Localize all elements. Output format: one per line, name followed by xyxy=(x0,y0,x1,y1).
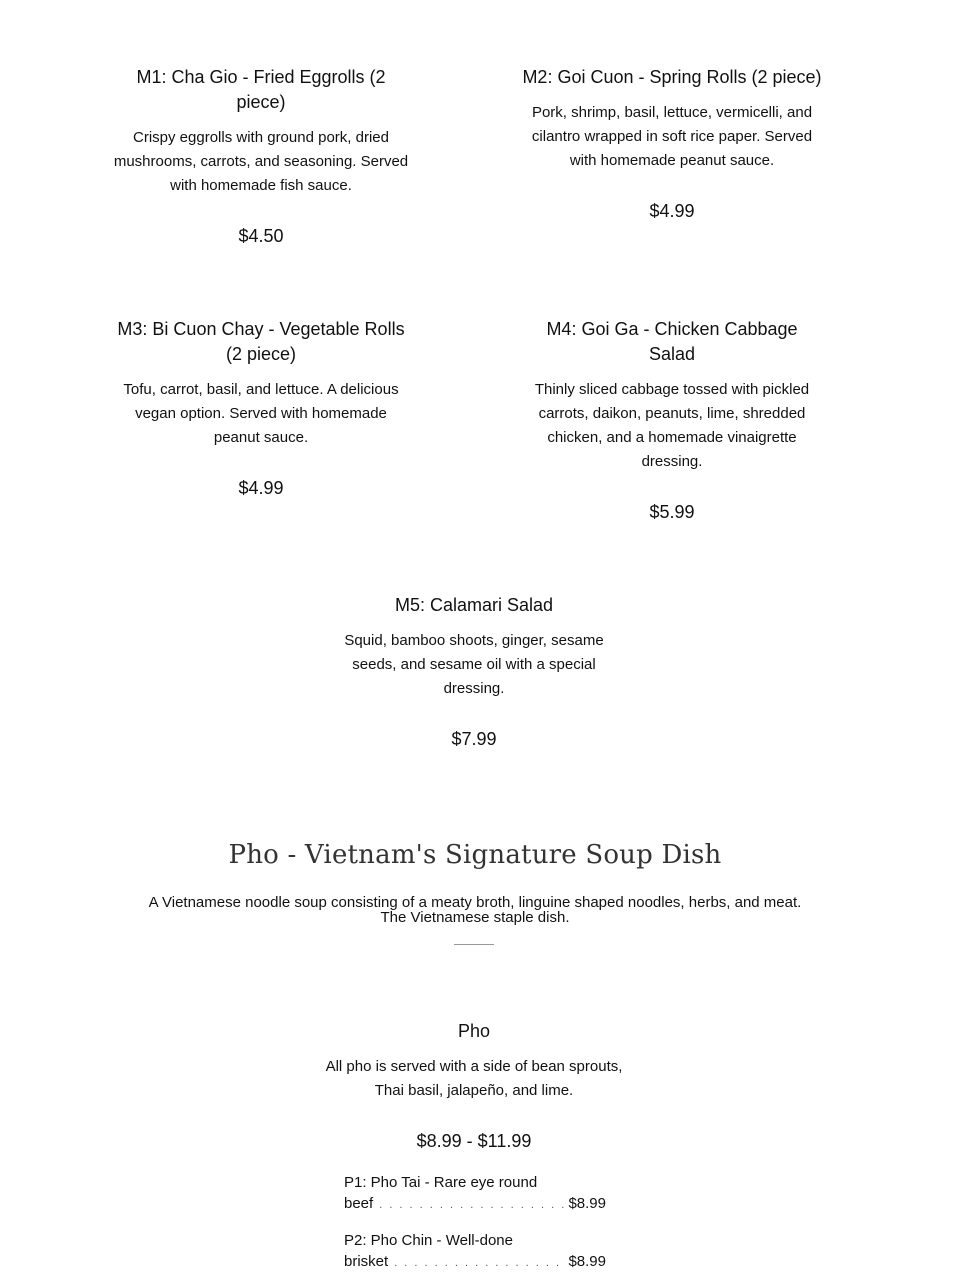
item-description: Pork, shrimp, basil, lettuce, vermicelli, and cilantro wrapped in soft rice paper. Served with homemade peanut sauce. xyxy=(531,104,813,169)
price-row-name: P1: Pho Tai - Rare eye round xyxy=(344,1174,538,1191)
menu-item-m1 xyxy=(112,65,410,248)
item-title: Pho xyxy=(457,1021,491,1041)
item-price: $7.99 xyxy=(451,729,497,749)
item-title: M1: Cha Gio - Fried Eggrolls (2 piece) xyxy=(136,67,386,112)
item-price: $4.50 xyxy=(238,226,284,246)
price-row-price: $8.99 xyxy=(568,1253,606,1270)
price-row-line xyxy=(344,1251,606,1274)
item-title: M3: Bi Cuon Chay - Vegetable Rolls (2 piece) xyxy=(117,319,405,364)
menu-item-pho xyxy=(320,1019,628,1153)
price-row-name: P2: Pho Chin - Well-done xyxy=(344,1232,513,1249)
item-price-range: $8.99 - $11.99 xyxy=(416,1131,532,1151)
price-row-price: $8.99 xyxy=(568,1195,606,1212)
price-list-row xyxy=(344,1172,606,1216)
item-description: Thinly sliced cabbage tossed with pickled carrots, daikon, peanuts, lime, shredded chicken, and a homemade vinaigrette dressing. xyxy=(534,381,810,470)
dot-leader xyxy=(379,1195,564,1216)
price-row-name-cont: brisket xyxy=(344,1253,389,1270)
section-divider xyxy=(454,944,494,945)
item-description: Tofu, carrot, basil, and lettuce. A delicious vegan option. Served with homemade peanut sauce. xyxy=(123,381,399,446)
price-row-line xyxy=(344,1193,606,1216)
menu-item-m2 xyxy=(514,65,830,223)
section-heading: Pho - Vietnam's Signature Soup Dish xyxy=(228,840,722,870)
menu-item-m4 xyxy=(530,317,814,524)
price-list-row xyxy=(344,1230,606,1274)
item-description: Crispy eggrolls with ground pork, dried mushrooms, carrots, and seasoning. Served with homemade fish sauce. xyxy=(113,129,409,194)
item-title: M2: Goi Cuon - Spring Rolls (2 piece) xyxy=(522,67,822,87)
section-description: A Vietnamese noodle soup consisting of a meaty broth, linguine shaped noodles, herbs, and meat. The Vietnamese staple dish. xyxy=(148,894,802,926)
item-title: M5: Calamari Salad xyxy=(394,595,554,615)
menu-item-m5 xyxy=(340,593,608,751)
item-description: Squid, bamboo shoots, ginger, sesame seeds, and sesame oil with a special dressing. xyxy=(344,632,604,697)
menu-item-m3 xyxy=(112,317,410,500)
item-price: $4.99 xyxy=(238,478,284,498)
pho-price-list xyxy=(344,1172,606,1288)
item-title: M4: Goi Ga - Chicken Cabbage Salad xyxy=(546,319,798,364)
item-price: $4.99 xyxy=(649,201,695,221)
item-price: $5.99 xyxy=(649,502,695,522)
price-row-name-cont: beef xyxy=(344,1195,374,1212)
dot-leader xyxy=(394,1253,564,1274)
item-description: All pho is served with a side of bean sprouts, Thai basil, jalapeño, and lime. xyxy=(325,1058,623,1099)
